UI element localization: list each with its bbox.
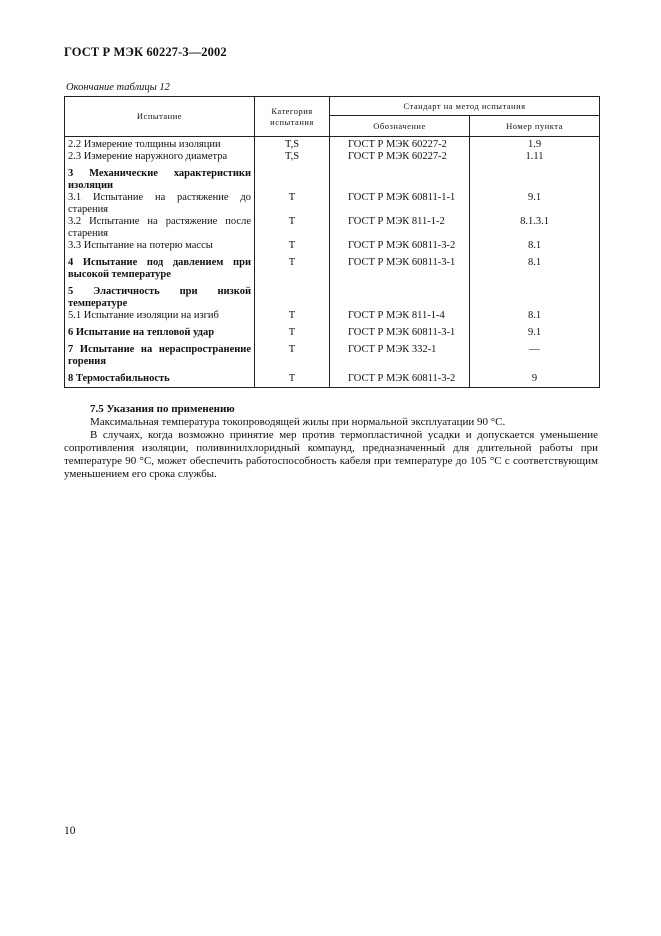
cell-clause: 9.1 (470, 322, 600, 339)
column-header-standard-group: Стандарт на метод испытания (330, 97, 600, 116)
cell-test: 6 Испытание на тепловой удар (65, 322, 255, 339)
cell-clause: 1.11 (470, 151, 600, 163)
column-header-test: Испытание (65, 97, 255, 137)
cell-category: T (255, 339, 330, 368)
paragraph-max-temperature: Максимальная температура токопроводящей жилы при нормальной эксплуатации 90 °С. (90, 416, 506, 428)
cell-designation: ГОСТ Р МЭК 811-1-2 (330, 216, 470, 240)
cell-clause: 9.1 (470, 192, 600, 216)
table-row (65, 240, 600, 252)
table-caption: Окончание таблицы 12 (66, 82, 170, 93)
cell-category: T (255, 240, 330, 252)
cell-category: T (255, 192, 330, 216)
test-methods-table (64, 96, 600, 388)
cell-category: T (255, 368, 330, 388)
cell-clause: 9 (470, 368, 600, 388)
column-header-clause: Номер пункта (470, 116, 600, 137)
cell-test: 2.3 Измерение наружного диаметра (65, 151, 255, 163)
section-heading: 7.5 Указания по применению (90, 403, 235, 415)
cell-designation: ГОСТ Р МЭК 60227-2 (330, 137, 470, 152)
cell-clause: 1.9 (470, 137, 600, 152)
cell-test: 8 Термостабильность (65, 368, 255, 388)
cell-designation: ГОСТ Р МЭК 332-1 (330, 339, 470, 368)
cell-category: T,S (255, 151, 330, 163)
cell-test: 2.2 Измерение толщины изоляции (65, 137, 255, 152)
cell-test: 7 Испытание на нераспространение горения (65, 339, 255, 368)
cell-clause: 8.1 (470, 252, 600, 281)
table-row (65, 163, 600, 192)
column-header-designation: Обозначение (330, 116, 470, 137)
paragraph-application-note: В случаях, когда возможно принятие мер против термопластичной усадки и допускается уменьшение сопротивления изоляции, поливинилхлоридный компаунд, предназначенный для длительной работы при температуре 90 °С, может обеспечить работоспособность кабеля при температуре до 105 °С с соответствующим уменьшением его срока службы. (64, 429, 598, 480)
page-number: 10 (64, 825, 76, 837)
cell-designation (330, 281, 470, 310)
cell-clause: 8.1 (470, 240, 600, 252)
cell-clause (470, 281, 600, 310)
table-row (65, 252, 600, 281)
cell-test: 5.1 Испытание изоляции на изгиб (65, 310, 255, 322)
cell-test: 3.1 Испытание на растяжение до старения (65, 192, 255, 216)
cell-test: 3.2 Испытание на растяжение после старения (65, 216, 255, 240)
cell-clause: 8.1.3.1 (470, 216, 600, 240)
table-row (65, 151, 600, 163)
cell-designation (330, 163, 470, 192)
cell-test: 3.3 Испытание на потерю массы (65, 240, 255, 252)
cell-designation: ГОСТ Р МЭК 60811-3-2 (330, 368, 470, 388)
cell-designation: ГОСТ Р МЭК 60811-3-2 (330, 240, 470, 252)
table-row (65, 322, 600, 339)
table-row (65, 310, 600, 322)
cell-category (255, 281, 330, 310)
table-row (65, 281, 600, 310)
document-header: ГОСТ Р МЭК 60227-3—2002 (64, 45, 227, 59)
cell-test: 4 Испытание под давлением при высокой температуре (65, 252, 255, 281)
table-row (65, 216, 600, 240)
cell-test: 5 Эластичность при низкой температуре (65, 281, 255, 310)
cell-designation: ГОСТ Р МЭК 811-1-4 (330, 310, 470, 322)
table-row (65, 137, 600, 152)
cell-clause (470, 163, 600, 192)
cell-category: T (255, 322, 330, 339)
cell-category: T (255, 252, 330, 281)
cell-category: T (255, 216, 330, 240)
table-row (65, 368, 600, 388)
cell-designation: ГОСТ Р МЭК 60811-3-1 (330, 322, 470, 339)
cell-clause: — (470, 339, 600, 368)
cell-category (255, 163, 330, 192)
cell-clause: 8.1 (470, 310, 600, 322)
cell-category: T (255, 310, 330, 322)
cell-category: T,S (255, 137, 330, 152)
cell-test: 3 Механические характеристики изоляции (65, 163, 255, 192)
cell-designation: ГОСТ Р МЭК 60227-2 (330, 151, 470, 163)
table-row (65, 192, 600, 216)
column-header-category: Категория испытания (255, 97, 330, 137)
table-row (65, 339, 600, 368)
cell-designation: ГОСТ Р МЭК 60811-1-1 (330, 192, 470, 216)
cell-designation: ГОСТ Р МЭК 60811-3-1 (330, 252, 470, 281)
